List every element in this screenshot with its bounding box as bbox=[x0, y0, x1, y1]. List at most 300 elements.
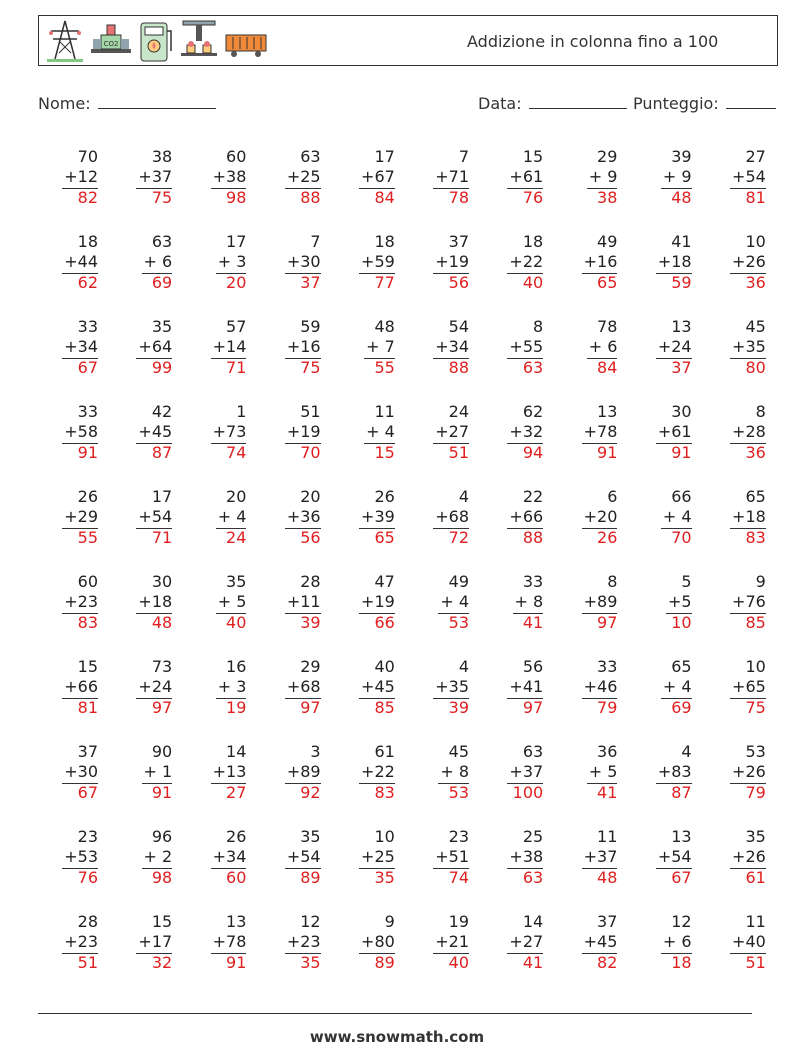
addition-problem bbox=[186, 147, 246, 209]
addition-problem bbox=[186, 232, 246, 294]
addend-top: 35 bbox=[151, 317, 173, 336]
sum-answer: 97 bbox=[522, 698, 544, 717]
addend-top: 16 bbox=[226, 657, 247, 676]
addition-problem bbox=[261, 827, 321, 889]
sum-answer: 81 bbox=[745, 188, 766, 207]
sum-answer: 70 bbox=[300, 443, 321, 462]
addend-top: 12 bbox=[671, 912, 692, 931]
addend-top: 4 bbox=[681, 742, 692, 761]
addend-bottom: +46 bbox=[583, 677, 618, 696]
addend-top: 23 bbox=[77, 827, 98, 846]
addition-problem bbox=[38, 657, 98, 719]
sum-answer: 85 bbox=[374, 698, 395, 717]
addition-problem bbox=[112, 487, 172, 549]
addition-problem bbox=[186, 402, 246, 464]
sum-answer: 66 bbox=[374, 613, 395, 632]
sum-answer: 75 bbox=[300, 358, 321, 377]
addition-problem bbox=[557, 912, 617, 974]
addition-problem bbox=[186, 657, 246, 719]
addend-top: 78 bbox=[597, 317, 618, 336]
sum-answer: 91 bbox=[226, 953, 247, 972]
addend-bottom: + 9 bbox=[662, 167, 692, 186]
addition-problem bbox=[335, 402, 395, 464]
addend-top: 36 bbox=[597, 742, 618, 761]
addend-top: 18 bbox=[522, 232, 544, 251]
sum-answer: 67 bbox=[671, 868, 692, 887]
addition-problem bbox=[112, 317, 172, 379]
addend-top: 63 bbox=[300, 147, 321, 166]
addend-top: 38 bbox=[151, 147, 173, 166]
addend-top: 13 bbox=[226, 912, 247, 931]
addend-top: 35 bbox=[745, 827, 766, 846]
addend-bottom: +68 bbox=[435, 507, 469, 526]
sum-answer: 53 bbox=[448, 613, 469, 632]
addend-top: 65 bbox=[671, 657, 692, 676]
addend-bottom: +12 bbox=[64, 167, 98, 186]
addend-bottom: + 9 bbox=[588, 167, 618, 186]
addend-bottom: +11 bbox=[286, 592, 321, 611]
sum-answer: 36 bbox=[745, 273, 766, 292]
addend-top: 33 bbox=[522, 572, 544, 591]
addition-problem bbox=[38, 317, 98, 379]
addition-problem bbox=[706, 742, 766, 804]
addend-top: 24 bbox=[448, 402, 469, 421]
sum-answer: 24 bbox=[226, 528, 247, 547]
addition-problem bbox=[112, 912, 172, 974]
addend-bottom: +41 bbox=[509, 677, 544, 696]
addend-top: 96 bbox=[151, 827, 173, 846]
freight-wagon-icon bbox=[223, 19, 269, 63]
sum-answer: 51 bbox=[448, 443, 469, 462]
sum-answer: 75 bbox=[151, 188, 173, 207]
addend-bottom: +16 bbox=[286, 337, 321, 356]
addend-top: 39 bbox=[671, 147, 692, 166]
sum-answer: 91 bbox=[597, 443, 618, 462]
addition-problem bbox=[706, 572, 766, 634]
addend-top: 29 bbox=[300, 657, 321, 676]
addition-problem bbox=[335, 232, 395, 294]
addend-top: 23 bbox=[448, 827, 469, 846]
addend-bottom: +54 bbox=[657, 847, 692, 866]
addend-bottom: +53 bbox=[64, 847, 98, 866]
addend-bottom: +36 bbox=[286, 507, 321, 526]
addition-problem bbox=[483, 317, 543, 379]
addend-top: 35 bbox=[300, 827, 321, 846]
addend-bottom: +14 bbox=[212, 337, 247, 356]
addition-problem bbox=[632, 572, 692, 634]
addend-bottom: +26 bbox=[732, 252, 766, 271]
addend-top: 49 bbox=[597, 232, 618, 251]
addend-top: 7 bbox=[458, 147, 469, 166]
addend-bottom: +54 bbox=[732, 167, 766, 186]
sum-answer: 35 bbox=[374, 868, 395, 887]
sum-answer: 72 bbox=[448, 528, 469, 547]
addition-problem bbox=[409, 147, 469, 209]
addend-top: 22 bbox=[522, 487, 544, 506]
addend-bottom: + 2 bbox=[143, 847, 173, 866]
addition-problem bbox=[186, 912, 246, 974]
sum-answer: 48 bbox=[671, 188, 692, 207]
sum-answer: 37 bbox=[671, 358, 692, 377]
addend-bottom: +25 bbox=[286, 167, 321, 186]
oil-rig-icon bbox=[179, 19, 219, 63]
addition-problem bbox=[706, 487, 766, 549]
addition-problem bbox=[557, 742, 617, 804]
addition-problem bbox=[38, 827, 98, 889]
addend-bottom: +83 bbox=[657, 762, 692, 781]
addition-problem bbox=[632, 912, 692, 974]
addition-problem bbox=[483, 912, 543, 974]
score-line[interactable] bbox=[726, 92, 776, 109]
addend-bottom: + 7 bbox=[366, 337, 395, 356]
addend-top: 7 bbox=[310, 232, 321, 251]
sum-answer: 98 bbox=[151, 868, 173, 887]
addend-bottom: + 6 bbox=[662, 932, 692, 951]
addition-problem bbox=[186, 742, 246, 804]
addend-bottom: +16 bbox=[583, 252, 618, 271]
addend-bottom: +20 bbox=[583, 507, 618, 526]
addend-top: 15 bbox=[151, 912, 173, 931]
sum-answer: 83 bbox=[745, 528, 766, 547]
addend-bottom: +59 bbox=[361, 252, 395, 271]
sum-answer: 35 bbox=[300, 953, 321, 972]
addition-problem bbox=[335, 657, 395, 719]
addend-top: 40 bbox=[374, 657, 395, 676]
sum-answer: 65 bbox=[374, 528, 395, 547]
addition-problem bbox=[632, 827, 692, 889]
addition-problem bbox=[112, 572, 172, 634]
sum-answer: 71 bbox=[151, 528, 173, 547]
addend-bottom: +45 bbox=[138, 422, 173, 441]
addend-bottom: +19 bbox=[435, 252, 469, 271]
addend-top: 62 bbox=[522, 402, 544, 421]
sum-answer: 18 bbox=[671, 953, 692, 972]
addend-top: 12 bbox=[300, 912, 321, 931]
addend-bottom: +67 bbox=[361, 167, 395, 186]
addend-top: 14 bbox=[522, 912, 544, 931]
addend-bottom: +34 bbox=[64, 337, 98, 356]
addend-top: 33 bbox=[597, 657, 618, 676]
name-line[interactable] bbox=[98, 92, 216, 109]
sum-answer: 97 bbox=[151, 698, 173, 717]
sum-answer: 81 bbox=[77, 698, 98, 717]
addition-problem bbox=[409, 657, 469, 719]
addend-bottom: +34 bbox=[212, 847, 247, 866]
addition-problem bbox=[335, 912, 395, 974]
addition-problem bbox=[409, 912, 469, 974]
sum-answer: 61 bbox=[745, 868, 766, 887]
addend-bottom: +68 bbox=[286, 677, 321, 696]
addend-bottom: + 1 bbox=[143, 762, 173, 781]
addend-bottom: +37 bbox=[509, 762, 544, 781]
addend-bottom: +76 bbox=[732, 592, 766, 611]
sum-answer: 32 bbox=[151, 953, 173, 972]
addition-problem bbox=[706, 912, 766, 974]
addend-top: 37 bbox=[448, 232, 469, 251]
sum-answer: 88 bbox=[522, 528, 544, 547]
problem-grid bbox=[38, 147, 778, 977]
sum-answer: 89 bbox=[374, 953, 395, 972]
addend-top: 49 bbox=[448, 572, 469, 591]
name-label: Nome: bbox=[38, 94, 91, 113]
sum-answer: 77 bbox=[374, 273, 395, 292]
addend-top: 3 bbox=[310, 742, 321, 761]
addition-problem bbox=[335, 572, 395, 634]
sum-answer: 55 bbox=[77, 528, 98, 547]
footer-site: www.snowmath.com bbox=[309, 1028, 485, 1046]
sum-answer: 39 bbox=[448, 698, 469, 717]
addend-bottom: +44 bbox=[64, 252, 98, 271]
addend-top: 26 bbox=[374, 487, 395, 506]
sum-answer: 70 bbox=[671, 528, 692, 547]
score-field[interactable] bbox=[633, 92, 776, 113]
addend-bottom: +64 bbox=[138, 337, 173, 356]
addend-bottom: +5 bbox=[668, 592, 692, 611]
addend-bottom: + 4 bbox=[662, 507, 692, 526]
addend-top: 4 bbox=[458, 657, 469, 676]
addend-top: 10 bbox=[374, 827, 395, 846]
addend-top: 56 bbox=[522, 657, 544, 676]
addend-top: 47 bbox=[374, 572, 395, 591]
sum-answer: 98 bbox=[226, 188, 247, 207]
addend-top: 61 bbox=[374, 742, 395, 761]
sum-answer: 82 bbox=[597, 953, 618, 972]
addend-top: 37 bbox=[597, 912, 618, 931]
addend-top: 53 bbox=[745, 742, 766, 761]
sum-answer: 80 bbox=[745, 358, 766, 377]
addend-bottom: +28 bbox=[732, 422, 766, 441]
addend-bottom: +29 bbox=[64, 507, 98, 526]
name-field[interactable] bbox=[38, 92, 216, 113]
addition-problem bbox=[706, 147, 766, 209]
addition-problem bbox=[186, 487, 246, 549]
sum-answer: 40 bbox=[226, 613, 247, 632]
sum-answer: 69 bbox=[671, 698, 692, 717]
addend-bottom: +30 bbox=[64, 762, 98, 781]
date-line[interactable] bbox=[529, 92, 627, 109]
addend-top: 28 bbox=[300, 572, 321, 591]
addend-bottom: +54 bbox=[286, 847, 321, 866]
sum-answer: 94 bbox=[522, 443, 544, 462]
addition-problem bbox=[706, 657, 766, 719]
sum-answer: 76 bbox=[522, 188, 544, 207]
addition-problem bbox=[335, 487, 395, 549]
addition-problem bbox=[261, 487, 321, 549]
addition-problem bbox=[261, 232, 321, 294]
addend-bottom: +32 bbox=[509, 422, 544, 441]
addend-bottom: +35 bbox=[732, 337, 766, 356]
addend-bottom: +51 bbox=[435, 847, 469, 866]
addend-top: 90 bbox=[151, 742, 173, 761]
addition-problem bbox=[483, 487, 543, 549]
addend-bottom: +89 bbox=[583, 592, 618, 611]
addition-problem bbox=[632, 657, 692, 719]
addend-bottom: +23 bbox=[64, 592, 98, 611]
sum-answer: 71 bbox=[226, 358, 247, 377]
fuel-pump-icon bbox=[137, 19, 175, 63]
addend-top: 73 bbox=[151, 657, 173, 676]
addend-bottom: +65 bbox=[732, 677, 766, 696]
addend-top: 57 bbox=[226, 317, 247, 336]
addition-problem bbox=[409, 232, 469, 294]
addition-problem bbox=[557, 487, 617, 549]
addend-top: 42 bbox=[151, 402, 173, 421]
sum-answer: 62 bbox=[77, 273, 98, 292]
addition-problem bbox=[38, 232, 98, 294]
addition-problem bbox=[483, 742, 543, 804]
addend-bottom: +58 bbox=[64, 422, 98, 441]
addend-bottom: +30 bbox=[286, 252, 321, 271]
addition-problem bbox=[557, 232, 617, 294]
addition-problem bbox=[557, 317, 617, 379]
sum-answer: 27 bbox=[226, 783, 247, 802]
sum-answer: 51 bbox=[77, 953, 98, 972]
addend-top: 8 bbox=[607, 572, 618, 591]
sum-answer: 88 bbox=[300, 188, 321, 207]
sum-answer: 37 bbox=[300, 273, 321, 292]
addend-top: 10 bbox=[745, 657, 766, 676]
sum-answer: 51 bbox=[745, 953, 766, 972]
sum-answer: 87 bbox=[671, 783, 692, 802]
sum-answer: 20 bbox=[226, 273, 247, 292]
addition-problem bbox=[483, 402, 543, 464]
addition-problem bbox=[112, 232, 172, 294]
sum-answer: 19 bbox=[226, 698, 247, 717]
addend-bottom: + 4 bbox=[662, 677, 692, 696]
sum-answer: 87 bbox=[151, 443, 173, 462]
page-title: Addizione in colonna fino a 100 bbox=[467, 32, 719, 51]
addend-top: 59 bbox=[300, 317, 321, 336]
addend-top: 63 bbox=[522, 742, 544, 761]
addend-bottom: +37 bbox=[138, 167, 173, 186]
sum-answer: 78 bbox=[448, 188, 469, 207]
addition-problem bbox=[409, 742, 469, 804]
sum-answer: 75 bbox=[745, 698, 766, 717]
sum-answer: 40 bbox=[522, 273, 544, 292]
sum-answer: 99 bbox=[151, 358, 173, 377]
addend-bottom: +78 bbox=[583, 422, 618, 441]
addend-top: 18 bbox=[374, 232, 395, 251]
addend-top: 8 bbox=[533, 317, 544, 336]
addend-top: 18 bbox=[77, 232, 98, 251]
addend-bottom: + 8 bbox=[514, 592, 544, 611]
addend-bottom: +80 bbox=[361, 932, 395, 951]
header-icons bbox=[45, 19, 269, 63]
addend-top: 10 bbox=[745, 232, 766, 251]
addend-bottom: +78 bbox=[212, 932, 247, 951]
sum-answer: 36 bbox=[745, 443, 766, 462]
addend-bottom: + 5 bbox=[217, 592, 247, 611]
addend-bottom: + 5 bbox=[588, 762, 618, 781]
addition-problem bbox=[186, 572, 246, 634]
sum-answer: 91 bbox=[671, 443, 692, 462]
addition-problem bbox=[112, 402, 172, 464]
addend-top: 54 bbox=[448, 317, 469, 336]
addend-bottom: +24 bbox=[138, 677, 173, 696]
addend-top: 45 bbox=[448, 742, 469, 761]
sum-answer: 65 bbox=[597, 273, 618, 292]
addition-problem bbox=[706, 827, 766, 889]
addition-problem bbox=[632, 147, 692, 209]
addition-problem bbox=[557, 402, 617, 464]
addition-problem bbox=[409, 487, 469, 549]
sum-answer: 40 bbox=[448, 953, 469, 972]
addend-bottom: +71 bbox=[435, 167, 469, 186]
sum-answer: 74 bbox=[448, 868, 469, 887]
sum-answer: 91 bbox=[77, 443, 98, 462]
addition-problem bbox=[483, 572, 543, 634]
addition-problem bbox=[706, 317, 766, 379]
addend-top: 13 bbox=[597, 402, 618, 421]
addition-problem bbox=[706, 232, 766, 294]
addition-problem bbox=[38, 572, 98, 634]
power-pylon-icon bbox=[45, 19, 85, 63]
sum-answer: 56 bbox=[300, 528, 321, 547]
addition-problem bbox=[483, 657, 543, 719]
addend-bottom: +19 bbox=[286, 422, 321, 441]
addend-bottom: +25 bbox=[361, 847, 395, 866]
addend-top: 45 bbox=[745, 317, 766, 336]
addend-top: 13 bbox=[671, 827, 692, 846]
addend-bottom: +66 bbox=[64, 677, 98, 696]
addend-top: 30 bbox=[671, 402, 692, 421]
addend-bottom: + 4 bbox=[440, 592, 469, 611]
addend-bottom: + 4 bbox=[217, 507, 247, 526]
addend-top: 8 bbox=[755, 402, 766, 421]
addend-top: 11 bbox=[597, 827, 618, 846]
addition-problem bbox=[632, 402, 692, 464]
addend-top: 70 bbox=[77, 147, 98, 166]
addition-problem bbox=[557, 827, 617, 889]
sum-answer: 69 bbox=[151, 273, 173, 292]
addend-top: 11 bbox=[745, 912, 766, 931]
addend-bottom: +27 bbox=[435, 422, 469, 441]
addend-top: 9 bbox=[755, 572, 766, 591]
sum-answer: 39 bbox=[300, 613, 321, 632]
sum-answer: 84 bbox=[374, 188, 395, 207]
sum-answer: 63 bbox=[522, 358, 544, 377]
date-field[interactable] bbox=[478, 92, 627, 113]
score-label: Punteggio: bbox=[633, 94, 719, 113]
sum-answer: 82 bbox=[77, 188, 98, 207]
sum-answer: 85 bbox=[745, 613, 766, 632]
addend-top: 17 bbox=[226, 232, 247, 251]
addend-top: 33 bbox=[77, 402, 98, 421]
sum-answer: 97 bbox=[300, 698, 321, 717]
addition-problem bbox=[38, 912, 98, 974]
addend-top: 9 bbox=[384, 912, 395, 931]
sum-answer: 100 bbox=[512, 783, 544, 802]
addition-problem bbox=[483, 147, 543, 209]
addend-bottom: +66 bbox=[509, 507, 544, 526]
addition-problem bbox=[112, 827, 172, 889]
sum-answer: 79 bbox=[745, 783, 766, 802]
addend-top: 20 bbox=[300, 487, 321, 506]
addend-bottom: +19 bbox=[361, 592, 395, 611]
addend-top: 20 bbox=[226, 487, 247, 506]
sum-answer: 84 bbox=[597, 358, 618, 377]
addend-bottom: + 6 bbox=[143, 252, 173, 271]
addition-problem bbox=[557, 657, 617, 719]
addend-bottom: +34 bbox=[435, 337, 469, 356]
addition-problem bbox=[335, 742, 395, 804]
addend-bottom: +54 bbox=[138, 507, 173, 526]
addend-bottom: +61 bbox=[509, 167, 544, 186]
date-label: Data: bbox=[478, 94, 522, 113]
addend-top: 30 bbox=[151, 572, 173, 591]
addend-top: 11 bbox=[374, 402, 395, 421]
addition-problem bbox=[706, 402, 766, 464]
